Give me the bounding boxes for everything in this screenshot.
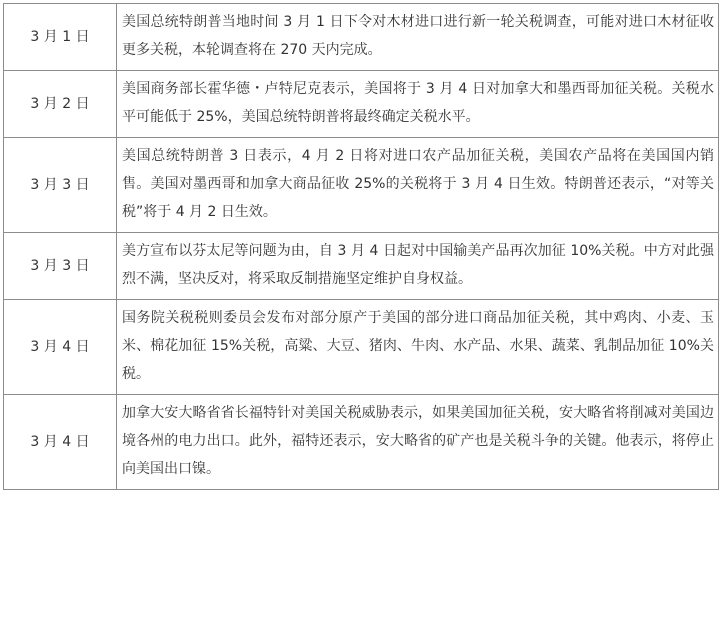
table-row <box>4 300 719 395</box>
event-cell: 美国总统特朗普 3 日表示，4 月 2 日将对进口农产品加征关税，美国农产品将在美国国内销售。美国对墨西哥和加拿大商品征收 25%的关税将于 3 月 4 日生效。特朗普还表示，“对等关税”将于 4 月 2 日生效。 <box>117 138 719 233</box>
table-row <box>4 71 719 138</box>
date-cell: 3 月 4 日 <box>4 300 117 395</box>
table-row <box>4 233 719 300</box>
table-row <box>4 4 719 71</box>
event-cell: 国务院关税税则委员会发布对部分原产于美国的部分进口商品加征关税，其中鸡肉、小麦、玉米、棉花加征 15%关税，高粱、大豆、猪肉、牛肉、水产品、水果、蔬菜、乳制品加征 10%关税。 <box>117 300 719 395</box>
date-cell: 3 月 2 日 <box>4 71 117 138</box>
event-cell: 美方宣布以芬太尼等问题为由，自 3 月 4 日起对中国输美产品再次加征 10%关税。中方对此强烈不满，坚决反对，将采取反制措施坚定维护自身权益。 <box>117 233 719 300</box>
table-row <box>4 138 719 233</box>
date-cell: 3 月 3 日 <box>4 138 117 233</box>
timeline-table <box>3 3 719 490</box>
date-cell: 3 月 1 日 <box>4 4 117 71</box>
table-row <box>4 395 719 490</box>
event-cell: 美国商务部长霍华德・卢特尼克表示，美国将于 3 月 4 日对加拿大和墨西哥加征关税。关税水平可能低于 25%，美国总统特朗普将最终确定关税水平。 <box>117 71 719 138</box>
date-cell: 3 月 3 日 <box>4 233 117 300</box>
event-cell: 加拿大安大略省省长福特针对美国关税威胁表示，如果美国加征关税，安大略省将削减对美国边境各州的电力出口。此外，福特还表示，安大略省的矿产也是关税斗争的关键。他表示，将停止向美国出口镍。 <box>117 395 719 490</box>
date-cell: 3 月 4 日 <box>4 395 117 490</box>
event-cell: 美国总统特朗普当地时间 3 月 1 日下令对木材进口进行新一轮关税调查，可能对进口木材征收更多关税，本轮调查将在 270 天内完成。 <box>117 4 719 71</box>
